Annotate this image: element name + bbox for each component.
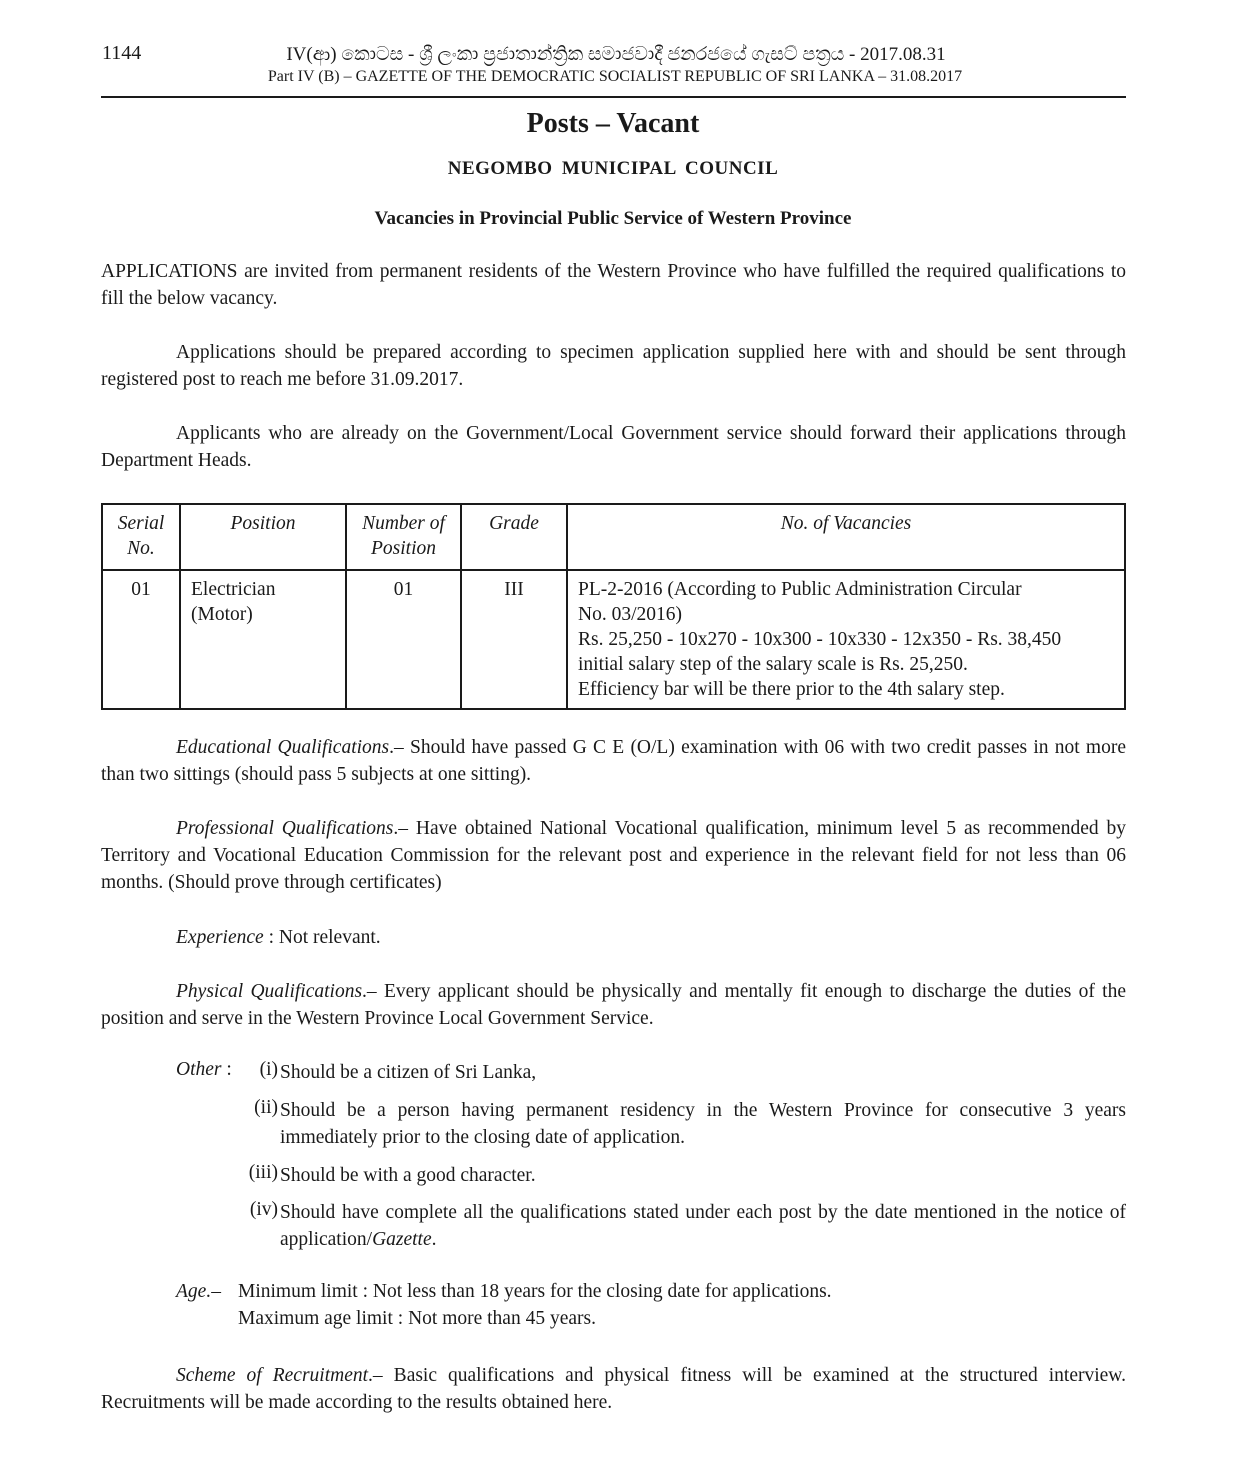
page-number: 1144 <box>102 42 142 64</box>
physical-label: Physical Qualifications <box>176 981 363 1002</box>
professional-qualifications: Professional Qualifications.– Have obtained National Vocational qualification, minimum level 5 as recommended by Territory and Vocational Education Commission for the relevant post and experience in the relevant field for not less than 06 months. (Should prove through certificates) <box>101 818 1126 893</box>
other-item-4-num: (iv) <box>249 1199 278 1220</box>
table-row <box>102 570 1125 709</box>
other-item-1: Should be a citizen of Sri Lanka, <box>280 1062 537 1083</box>
cell-serial: 01 <box>102 570 180 709</box>
intro-paragraph-2: Applications should be prepared according to specimen application supplied here with and should be sent through registered post to reach me before 31.09.2017. <box>101 342 1126 390</box>
header-sinhala: IV(ආ) කොටස - ශ්‍රී ලංකා ප්‍රජාතාන්ත්‍රික සමාජවාදී ජනරජයේ ගැසට් පත්‍රය - 2017.08.31 <box>286 44 946 65</box>
header-number: Number of Position <box>346 504 461 570</box>
cell-grade: III <box>461 570 567 709</box>
header-grade: Grade <box>461 504 567 570</box>
table-header-row <box>102 504 1125 570</box>
header-vacancies: No. of Vacancies <box>567 504 1125 570</box>
cell-position: Electrician (Motor) <box>180 570 346 709</box>
header-english: Part IV (B) – GAZETTE OF THE DEMOCRATIC SOCIALIST REPUBLIC OF SRI LANKA – 31.08.2017 <box>267 68 963 85</box>
scheme-label: Scheme of Recruitment <box>176 1365 369 1386</box>
other-label: Other : <box>176 1059 232 1080</box>
other-item-1-num: (i) <box>259 1059 278 1080</box>
other-item-3-num: (iii) <box>248 1162 278 1183</box>
educational-qualifications: Educational Qualifications.– Should have passed G C E (O/L) examination with 06 with two credit passes in not more than two sittings (should pass 5 subjects at one sitting). <box>101 737 1126 785</box>
experience-label: Experience <box>176 927 264 948</box>
intro-paragraph-1: APPLICATIONS are invited from permanent residents of the Western Province who have fulfilled the required qualifications to fill the below vacancy. <box>101 261 1126 309</box>
other-item-2: Should be a person having permanent residency in the Western Province for consecutive 3 years immediately prior to the closing date of application. <box>280 1100 1126 1148</box>
other-item-4: Should have complete all the qualifications stated under each post by the date mentioned in the notice of application/Gazette. <box>280 1202 1126 1250</box>
other-item-2-num: (ii) <box>254 1097 278 1118</box>
professional-label: Professional Qualifications <box>176 818 394 839</box>
section-subtitle: Vacancies in Provincial Public Service of Western Province <box>374 208 852 229</box>
scheme-of-recruitment: Scheme of Recruitment.– Basic qualifications and physical fitness will be examined at the structured interview. Recruitments will be made according to the results obtained here. <box>101 1365 1126 1413</box>
header-serial: Serial No. <box>102 504 180 570</box>
age-minimum: Minimum limit : Not less than 18 years for the closing date for applications. <box>238 1281 832 1302</box>
experience: Experience : Not relevant. <box>176 927 381 948</box>
age-maximum: Maximum age limit : Not more than 45 years. <box>238 1308 596 1329</box>
educational-label: Educational Qualifications <box>176 737 390 758</box>
vacancy-table <box>101 503 1126 710</box>
cell-vacancy-details: PL-2-2016 (According to Public Administration Circular No. 03/2016) Rs. 25,250 - 10x270 - 10x300 - 10x330 - 12x350 - Rs. 38,450 initial salary step of the salary scale is Rs. 25,250. Efficiency bar will be there prior to the 4th salary step. <box>567 570 1125 709</box>
other-item-3: Should be with a good character. <box>280 1165 536 1186</box>
intro-paragraph-3: Applicants who are already on the Government/Local Government service should forward their applications through Department Heads. <box>101 423 1126 471</box>
physical-qualifications: Physical Qualifications.– Every applicant should be physically and mentally fit enough to discharge the duties of the position and serve in the Western Province Local Government Service. <box>101 981 1126 1029</box>
header-rule <box>101 96 1126 98</box>
header-position: Position <box>180 504 346 570</box>
page-title: Posts – Vacant <box>526 108 700 139</box>
cell-number: 01 <box>346 570 461 709</box>
council-name: NEGOMBO MUNICIPAL COUNCIL <box>447 158 779 179</box>
age-label: Age.– <box>176 1281 221 1302</box>
